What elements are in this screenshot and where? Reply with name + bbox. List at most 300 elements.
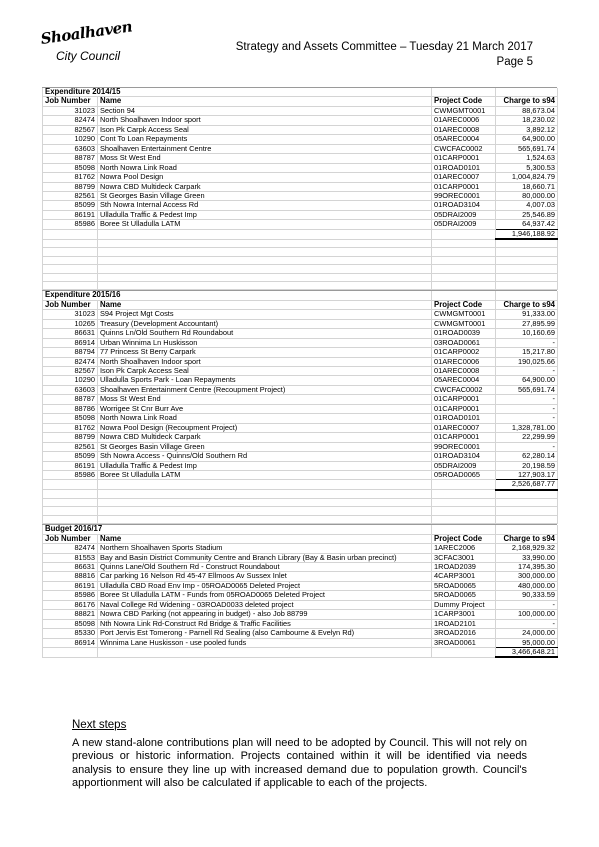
project-code-cell: 4CARP3001 [432, 572, 496, 581]
job-number-cell: 88821 [43, 610, 98, 619]
job-number-cell: 85098 [43, 163, 98, 172]
job-number-cell: 82567 [43, 367, 98, 376]
blank-row [43, 265, 558, 273]
project-code-cell: 3ROAD0061 [432, 638, 496, 647]
job-number-cell: 88816 [43, 572, 98, 581]
job-number-cell: 63603 [43, 144, 98, 153]
project-name-cell: Ison Pk Carpk Access Seal [98, 125, 432, 134]
job-number-cell: 88787 [43, 395, 98, 404]
table-row [43, 600, 558, 609]
project-code-cell: 03ROAD0061 [432, 338, 496, 347]
job-number-cell: 85099 [43, 452, 98, 461]
empty-cell [98, 265, 432, 273]
job-number-cell: 31023 [43, 310, 98, 319]
column-header-job: Job Number [43, 97, 98, 106]
section-total: 2,526,687.77 [496, 480, 558, 490]
table-row [43, 629, 558, 638]
table-row [43, 182, 558, 191]
empty-cell [496, 265, 558, 273]
project-code-cell: 01ROAD0039 [432, 329, 496, 338]
project-code-cell: 01AREC0007 [432, 173, 496, 182]
project-name-cell: S94 Project Mgt Costs [98, 310, 432, 319]
table-row [43, 329, 558, 338]
charge-cell: 64,900.00 [496, 376, 558, 385]
table-row [43, 562, 558, 571]
project-name-cell: Ison Pk Carpk Access Seal [98, 367, 432, 376]
empty-cell [432, 281, 496, 289]
charge-cell: 18,660.71 [496, 182, 558, 191]
job-number-cell: 63603 [43, 385, 98, 394]
section-total: 3,466,648.21 [496, 648, 558, 658]
project-code-cell: 1CARP3001 [432, 610, 496, 619]
project-code-cell: 01AREC0007 [432, 423, 496, 432]
total-row [43, 648, 558, 658]
project-name-cell: Nth Nowra Link Rd-Construct Rd Bridge & Traffic Facilities [98, 619, 432, 628]
empty-cell [43, 498, 98, 506]
document-header-title: Strategy and Assets Committee – Tuesday 21 March 2017 [235, 41, 533, 53]
job-number-cell: 81762 [43, 423, 98, 432]
project-name-cell: Naval College Rd Widening - 03ROAD0033 deleted project [98, 600, 432, 609]
empty-cell [496, 515, 558, 523]
table-row [43, 553, 558, 562]
project-code-cell: 3CFAC3001 [432, 553, 496, 562]
project-code-cell: 01CARP0001 [432, 182, 496, 191]
job-number-cell: 81762 [43, 173, 98, 182]
project-name-cell: Bay and Basin District Community Centre and Branch Library (Bay & Basin urban precinct) [98, 553, 432, 562]
charge-cell: - [496, 395, 558, 404]
empty-cell [43, 480, 98, 490]
job-number-cell: 88794 [43, 348, 98, 357]
charge-cell: 91,333.00 [496, 310, 558, 319]
table-row [43, 135, 558, 144]
charge-cell: 10,160.69 [496, 329, 558, 338]
empty-cell [98, 281, 432, 289]
job-number-cell: 88787 [43, 154, 98, 163]
project-name-cell: North Nowra Link Road [98, 414, 432, 423]
empty-cell [43, 265, 98, 273]
project-name-cell: Boree St Ulladulla LATM - Funds from 05ROAD0065 Deleted Project [98, 591, 432, 600]
charge-cell: 62,280.14 [496, 452, 558, 461]
empty-cell [98, 490, 432, 498]
empty-cell [43, 248, 98, 256]
council-logo [36, 17, 146, 70]
logo-wordmark: Shoalhaven [39, 17, 134, 48]
charge-cell: 18,230.02 [496, 116, 558, 125]
table-row [43, 319, 558, 328]
table-row [43, 452, 558, 461]
project-code-cell: CWMGMT0001 [432, 106, 496, 115]
section-title-row [43, 88, 558, 97]
job-number-cell: 86191 [43, 581, 98, 590]
job-number-cell: 10265 [43, 319, 98, 328]
column-header-charge: Charge to s94 [496, 300, 558, 309]
blank-row [43, 256, 558, 264]
charge-cell: 90,333.59 [496, 591, 558, 600]
charge-cell: - [496, 367, 558, 376]
charge-cell: - [496, 404, 558, 413]
column-header-job: Job Number [43, 534, 98, 543]
project-name-cell: North Shoalhaven Indoor sport [98, 116, 432, 125]
project-code-cell: 3ROAD2016 [432, 629, 496, 638]
project-name-cell: Quinns Ln/Old Southern Rd Roundabout [98, 329, 432, 338]
charge-cell: 174,395.30 [496, 562, 558, 571]
table-row [43, 116, 558, 125]
charge-cell: 88,673.04 [496, 106, 558, 115]
charge-cell: 1,004,824.79 [496, 173, 558, 182]
table-row [43, 423, 558, 432]
project-name-cell: Shoalhaven Entertainment Centre [98, 144, 432, 153]
job-number-cell: 86191 [43, 210, 98, 219]
table-row [43, 367, 558, 376]
table-row [43, 433, 558, 442]
next-steps-heading: Next steps [72, 719, 127, 731]
charge-cell: 4,007.03 [496, 201, 558, 210]
project-code-cell: 01AREC0008 [432, 125, 496, 134]
project-code-cell: 1AREC2006 [432, 544, 496, 553]
empty-cell [98, 507, 432, 515]
charge-cell: 64,900.00 [496, 135, 558, 144]
blank-row [43, 515, 558, 523]
project-name-cell: North Shoalhaven Indoor sport [98, 357, 432, 366]
job-number-cell: 31023 [43, 106, 98, 115]
table-row [43, 210, 558, 219]
project-code-cell: 01ROAD3104 [432, 452, 496, 461]
project-code-cell: 05ROAD0065 [432, 470, 496, 479]
job-number-cell: 82561 [43, 191, 98, 200]
job-number-cell: 81553 [43, 553, 98, 562]
empty-cell [432, 265, 496, 273]
project-code-cell: 99OREC0001 [432, 191, 496, 200]
charge-cell: - [496, 442, 558, 451]
project-name-cell: Nowra CBD Parking (not appearing in budget) - also Job 88799 [98, 610, 432, 619]
empty-cell [98, 273, 432, 281]
table-section [42, 87, 557, 290]
column-header-name: Name [98, 300, 432, 309]
empty-cell [98, 648, 432, 658]
charge-cell: - [496, 414, 558, 423]
job-number-cell: 82474 [43, 116, 98, 125]
project-code-cell: 01CARP0001 [432, 404, 496, 413]
blank-row [43, 281, 558, 289]
empty-cell [43, 239, 98, 247]
table-row [43, 414, 558, 423]
project-name-cell: Nowra Pool Design [98, 173, 432, 182]
charge-cell: 2,168,929.32 [496, 544, 558, 553]
project-name-cell: 77 Princess St Berry Carpark [98, 348, 432, 357]
blank-row [43, 490, 558, 498]
next-steps-paragraph: A new stand-alone contributions plan will need to be adopted by Council. This will not rely on previous or historic information. Projects contained within it will be identified via needs analysis to ensure they line up with increased demand due to population growth. Council's apportionment will also be calculated if applicable to each of the projects. [72, 737, 527, 789]
empty-cell [432, 515, 496, 523]
project-name-cell: Treasury (Development Accountant) [98, 319, 432, 328]
empty-cell [496, 490, 558, 498]
table-row [43, 572, 558, 581]
column-header-name: Name [98, 97, 432, 106]
blank-row [43, 239, 558, 247]
project-code-cell: 05DRAI2009 [432, 210, 496, 219]
column-header-name: Name [98, 534, 432, 543]
section-title: Budget 2016/17 [43, 525, 432, 534]
charge-cell: 15,217.80 [496, 348, 558, 357]
project-code-cell: 01CARP0001 [432, 395, 496, 404]
project-code-cell: 1ROAD2101 [432, 619, 496, 628]
column-header-code: Project Code [432, 300, 496, 309]
charge-cell: 95,000.00 [496, 638, 558, 647]
project-name-cell: Shoalhaven Entertainment Centre (Recoupment Project) [98, 385, 432, 394]
project-code-cell: 01ROAD0101 [432, 414, 496, 423]
empty-cell [496, 525, 558, 534]
total-row [43, 229, 558, 239]
table-section [42, 524, 557, 658]
empty-cell [496, 239, 558, 247]
empty-cell [432, 239, 496, 247]
empty-cell [98, 229, 432, 239]
data-table [42, 88, 558, 290]
project-code-cell: 01AREC0008 [432, 367, 496, 376]
table-row [43, 638, 558, 647]
project-code-cell: 05AREC0004 [432, 376, 496, 385]
data-table [42, 525, 558, 658]
charge-cell: 33,990.00 [496, 553, 558, 562]
table-row [43, 461, 558, 470]
empty-cell [43, 648, 98, 658]
project-code-cell: CWMGMT0001 [432, 310, 496, 319]
project-name-cell: Moss St West End [98, 154, 432, 163]
job-number-cell: 85330 [43, 629, 98, 638]
project-code-cell: CWCFAC0002 [432, 144, 496, 153]
column-header-job: Job Number [43, 300, 98, 309]
section-total: 1,946,188.92 [496, 229, 558, 239]
empty-cell [432, 273, 496, 281]
table-row [43, 310, 558, 319]
project-name-cell: Sth Nowra Access - Quinns/Old Southern Rd [98, 452, 432, 461]
project-code-cell: 1ROAD2039 [432, 562, 496, 571]
project-code-cell: 5ROAD0065 [432, 591, 496, 600]
table-row [43, 125, 558, 134]
empty-cell [43, 515, 98, 523]
empty-cell [496, 507, 558, 515]
project-name-cell: Boree St Ulladulla LATM [98, 470, 432, 479]
column-header-charge: Charge to s94 [496, 534, 558, 543]
project-code-cell: CWMGMT0001 [432, 319, 496, 328]
table-row [43, 173, 558, 182]
table-row [43, 376, 558, 385]
charge-cell: 565,691.74 [496, 144, 558, 153]
project-name-cell: Quinns Lane/Old Southern Rd - Construct Roundabout [98, 562, 432, 571]
empty-cell [432, 480, 496, 490]
table-row [43, 338, 558, 347]
project-name-cell: Moss St West End [98, 395, 432, 404]
table-row [43, 544, 558, 553]
table-section [42, 290, 557, 524]
project-name-cell: Northern Shoalhaven Sports Stadium [98, 544, 432, 553]
table-row [43, 357, 558, 366]
blank-row [43, 248, 558, 256]
charge-cell: 80,000.00 [496, 191, 558, 200]
charge-cell: 3,892.12 [496, 125, 558, 134]
empty-cell [98, 480, 432, 490]
project-name-cell: Nowra Pool Design (Recoupment Project) [98, 423, 432, 432]
charge-cell: 1,524.63 [496, 154, 558, 163]
column-header-code: Project Code [432, 534, 496, 543]
empty-cell [98, 498, 432, 506]
empty-cell [98, 256, 432, 264]
empty-cell [43, 229, 98, 239]
project-name-cell: North Nowra Link Road [98, 163, 432, 172]
blank-row [43, 507, 558, 515]
table-row [43, 619, 558, 628]
job-number-cell: 85986 [43, 591, 98, 600]
project-code-cell: 01AREC0006 [432, 357, 496, 366]
table-row [43, 385, 558, 394]
table-row [43, 163, 558, 172]
empty-cell [496, 498, 558, 506]
job-number-cell: 85098 [43, 619, 98, 628]
project-name-cell: Winnima Lane Huskisson - use pooled funds [98, 638, 432, 647]
project-name-cell: Urban Winnima Ln Huskisson [98, 338, 432, 347]
table-row [43, 395, 558, 404]
empty-cell [432, 648, 496, 658]
section-title-row [43, 525, 558, 534]
project-name-cell: St Georges Basin Village Green [98, 191, 432, 200]
section-title: Expenditure 2014/15 [43, 88, 432, 97]
charge-cell: 27,895.99 [496, 319, 558, 328]
table-row [43, 442, 558, 451]
charge-cell: 480,000.00 [496, 581, 558, 590]
project-code-cell: 01CARP0001 [432, 154, 496, 163]
empty-cell [432, 88, 496, 97]
column-header-row [43, 97, 558, 106]
column-header-row [43, 534, 558, 543]
project-code-cell: 01ROAD0101 [432, 163, 496, 172]
table-row [43, 144, 558, 153]
charge-cell: - [496, 338, 558, 347]
table-row [43, 348, 558, 357]
data-table [42, 291, 558, 524]
column-header-charge: Charge to s94 [496, 97, 558, 106]
project-code-cell: 5ROAD0065 [432, 581, 496, 590]
project-code-cell: 99OREC0001 [432, 442, 496, 451]
empty-cell [432, 291, 496, 300]
empty-cell [43, 507, 98, 515]
charge-cell: 5,300.53 [496, 163, 558, 172]
section-title: Expenditure 2015/16 [43, 291, 432, 300]
charge-cell: 190,025.66 [496, 357, 558, 366]
empty-cell [98, 248, 432, 256]
empty-cell [496, 248, 558, 256]
job-number-cell: 85098 [43, 414, 98, 423]
project-name-cell: Nowra CBD Multideck Carpark [98, 182, 432, 191]
empty-cell [432, 256, 496, 264]
job-number-cell: 85986 [43, 220, 98, 229]
project-name-cell: Nowra CBD Multideck Carpark [98, 433, 432, 442]
empty-cell [432, 229, 496, 239]
project-name-cell: Ulladulla Traffic & Pedest Imp [98, 461, 432, 470]
empty-cell [496, 88, 558, 97]
job-number-cell: 82474 [43, 357, 98, 366]
empty-cell [98, 515, 432, 523]
charge-cell: 300,000.00 [496, 572, 558, 581]
job-number-cell: 86914 [43, 338, 98, 347]
job-number-cell: 88799 [43, 433, 98, 442]
job-number-cell: 10290 [43, 376, 98, 385]
empty-cell [432, 498, 496, 506]
project-name-cell: Section 94 [98, 106, 432, 115]
project-name-cell: Sth Nowra Internal Access Rd [98, 201, 432, 210]
blank-row [43, 498, 558, 506]
project-name-cell: Ulladulla Traffic & Pedest Imp [98, 210, 432, 219]
project-code-cell: 05DRAI2009 [432, 220, 496, 229]
page-number: Page 5 [496, 56, 533, 68]
project-name-cell: Worrigee St Cnr Burr Ave [98, 404, 432, 413]
project-name-cell: Car parking 16 Nelson Rd 45-47 Ellmoos Av Sussex Inlet [98, 572, 432, 581]
charge-cell: 565,691.74 [496, 385, 558, 394]
project-name-cell: Ulladulla Sports Park - Loan Repayments [98, 376, 432, 385]
project-code-cell: 05AREC0004 [432, 135, 496, 144]
project-code-cell: 01CARP0001 [432, 433, 496, 442]
column-header-code: Project Code [432, 97, 496, 106]
job-number-cell: 82567 [43, 125, 98, 134]
empty-cell [43, 256, 98, 264]
table-row [43, 154, 558, 163]
job-number-cell: 82561 [43, 442, 98, 451]
blank-row [43, 273, 558, 281]
empty-cell [496, 273, 558, 281]
project-name-cell: Ulladulla CBD Road Env Imp - 05ROAD0065 Deleted Project [98, 581, 432, 590]
empty-cell [98, 239, 432, 247]
project-code-cell: 05DRAI2009 [432, 461, 496, 470]
table-row [43, 220, 558, 229]
empty-cell [432, 525, 496, 534]
empty-cell [432, 507, 496, 515]
table-row [43, 201, 558, 210]
job-number-cell: 82474 [43, 544, 98, 553]
project-code-cell: 01ROAD3104 [432, 201, 496, 210]
empty-cell [496, 281, 558, 289]
project-code-cell: CWCFAC0002 [432, 385, 496, 394]
charge-cell: 25,546.89 [496, 210, 558, 219]
table-row [43, 191, 558, 200]
table-row [43, 610, 558, 619]
empty-cell [43, 273, 98, 281]
table-row [43, 404, 558, 413]
charge-cell: 22,299.99 [496, 433, 558, 442]
charge-cell: 64,937.42 [496, 220, 558, 229]
table-row [43, 470, 558, 479]
project-code-cell: 01CARP0002 [432, 348, 496, 357]
spreadsheet-extract [42, 87, 557, 658]
charge-cell: - [496, 619, 558, 628]
job-number-cell: 88786 [43, 404, 98, 413]
empty-cell [432, 248, 496, 256]
section-title-row [43, 291, 558, 300]
job-number-cell: 86631 [43, 329, 98, 338]
project-name-cell: Port Jervis Est Tomerong - Parnell Rd Sealing (also Cambourne & Evelyn Rd) [98, 629, 432, 638]
job-number-cell: 86631 [43, 562, 98, 571]
job-number-cell: 10290 [43, 135, 98, 144]
job-number-cell: 88799 [43, 182, 98, 191]
charge-cell: - [496, 600, 558, 609]
project-name-cell: St Georges Basin Village Green [98, 442, 432, 451]
total-row [43, 480, 558, 490]
logo-subtitle: City Council [56, 49, 121, 63]
job-number-cell: 86191 [43, 461, 98, 470]
charge-cell: 24,000.00 [496, 629, 558, 638]
table-row [43, 581, 558, 590]
job-number-cell: 85099 [43, 201, 98, 210]
charge-cell: 127,903.17 [496, 470, 558, 479]
column-header-row [43, 300, 558, 309]
table-row [43, 591, 558, 600]
